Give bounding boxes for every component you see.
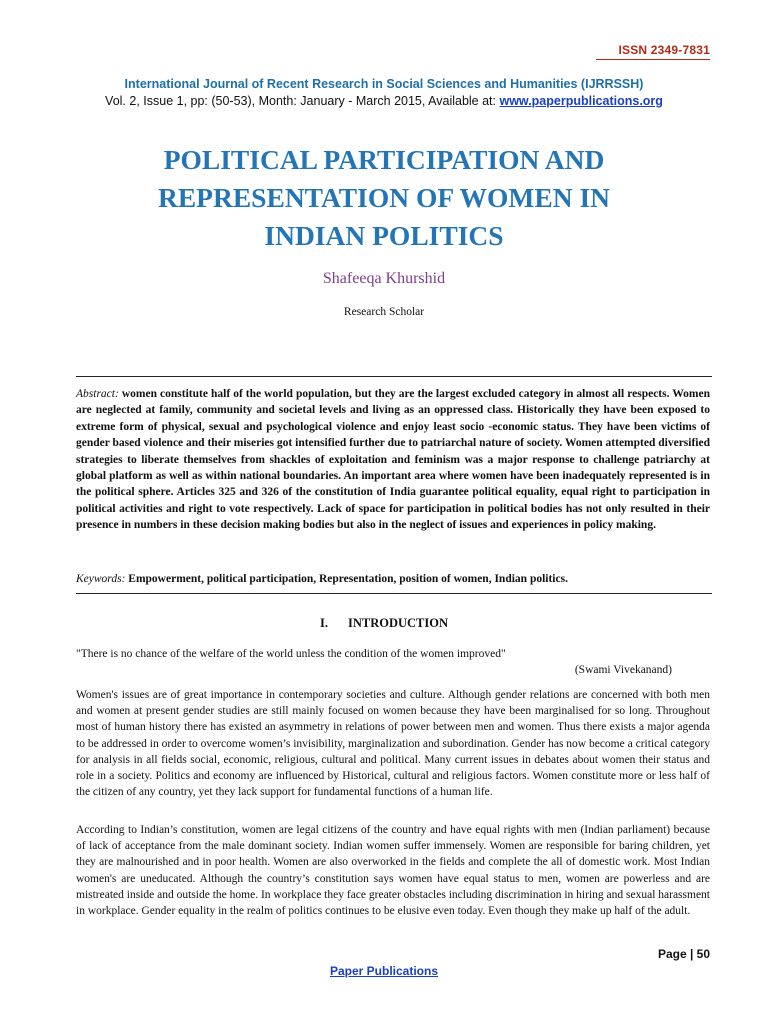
title-line: INDIAN POLITICS bbox=[264, 220, 504, 251]
keywords-text: Empowerment, political participation, Representation, position of women, Indian politics. bbox=[128, 573, 568, 585]
issn-underline bbox=[596, 59, 710, 60]
publisher-footer-link[interactable]: Paper Publications bbox=[329, 964, 439, 978]
author-affiliation: Research Scholar bbox=[343, 306, 425, 318]
journal-website-link[interactable]: www.paperpublications.org bbox=[499, 94, 663, 108]
author-name: Shafeeqa Khurshid bbox=[322, 270, 446, 287]
body-paragraph: According to Indian’s constitution, women are legal citizens of the country and have equal rights with men (Indian parliament) because of lack of acceptance from the male dominant society. Indian women suffer immensely. Women are responsible for baring children, yet they are malnourished and in poor health. Women are also overworked in the fields and complete the all of domestic work. Most Indian women's are uneducated. Although the country’s constitution says women have equal status to men, women are powerless and are mistreated inside and outside the home. In workplace they face greater obstacles including discrimination in hiring and sexual harassment in workplace. Gender equality in the realm of politics continues to be elusive even today. Even though they make up half of the adult. bbox=[76, 824, 710, 918]
abstract-block bbox=[76, 386, 710, 534]
issn-label: ISSN 2349-7831 bbox=[618, 43, 710, 57]
title-line: REPRESENTATION OF WOMEN IN bbox=[157, 182, 611, 213]
keywords-label: Keywords: bbox=[76, 573, 126, 585]
abstract-label: Abstract: bbox=[76, 388, 119, 400]
abstract-bottom-rule bbox=[76, 593, 712, 594]
body-paragraph: Women's issues are of great importance in contemporary societies and culture. Although gender relations are concerned with both men and women at present gender studies are still mainly focused on women because they have been marginalised for so long. Throughout most of human history there has existed an asymmetry in relations of power between men and women. Thus there exists a major agenda to be addressed in order to overcome women’s invisibility, marginalization and subordination. Gender has now become a critical category for analysis in all fields social, economic, religious, cultural and political. Many current issues in debates about women their status and role in a society. Politics and economy are influenced by Historical, cultural and religious factors. Women constitute more or less half of the citizen of any country, yet they lack support for fundamental functions of a human life. bbox=[76, 689, 710, 799]
page-number: Page | 50 bbox=[657, 947, 710, 961]
abstract-top-rule bbox=[76, 376, 712, 377]
volume-line bbox=[0, 94, 768, 108]
keywords-block bbox=[76, 571, 710, 587]
volume-text: Vol. 2, Issue 1, pp: (50-53), Month: January - March 2015, Available at: bbox=[105, 94, 500, 108]
section-title: INTRODUCTION bbox=[347, 616, 448, 630]
epigraph-attribution: (Swami Vivekanand) bbox=[574, 664, 672, 676]
epigraph-quote: "There is no chance of the welfare of the world unless the condition of the women improved" bbox=[76, 648, 506, 660]
section-heading bbox=[0, 616, 768, 631]
title-line: POLITICAL PARTICIPATION AND bbox=[163, 144, 605, 175]
paper-title bbox=[60, 141, 708, 255]
section-number: I. bbox=[319, 616, 328, 630]
abstract-text: women constitute half of the world population, but they are the largest excluded category in almost all respects. Women are neglected at family, community and societal levels and living as an oppressed class. Historically they have been exposed to extreme form of physical, sexual and psychological violence and enjoy least socio -economic status. They have been victims of gender based violence and their miseries got intensified further due to patriarchal nature of society. Women attempted diversified strategies to liberate themselves from shackles of exploitation and feminism was a major response to challenge patriarchy at global platform as well as within national boundaries. An important area where women have been inadequately represented is in the political sphere. Articles 325 and 326 of the constitution of India guarantee political equality, equal right to participation in political activities and right to vote respectively. Lack of space for participation in political bodies has not only resulted in their presence in numbers in these decision making bodies but also in the neglect of issues and experiences in policy making. bbox=[76, 388, 711, 532]
journal-name: International Journal of Recent Research in Social Sciences and Humanities (IJRRSSH) bbox=[124, 77, 644, 91]
